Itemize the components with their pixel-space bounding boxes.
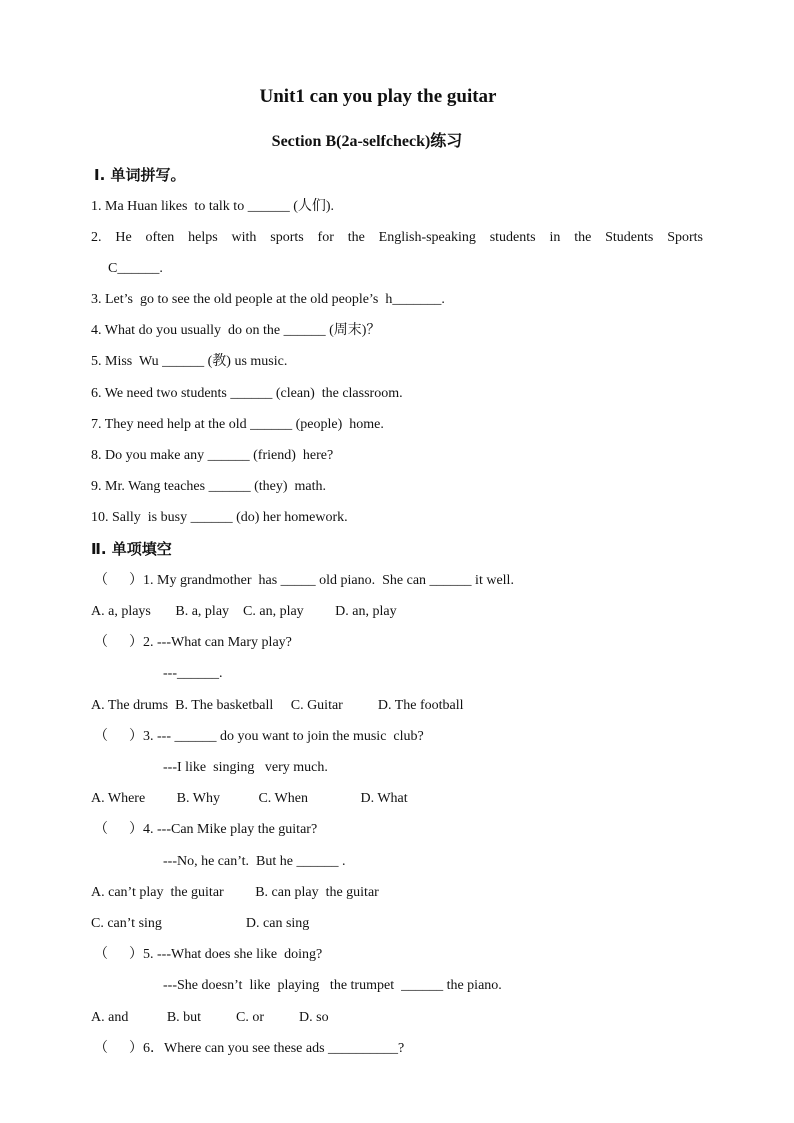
page-subtitle: Section B(2a-selfcheck)练习 (271, 133, 463, 150)
question-5: 5. Miss Wu ______ (教) us music. (91, 354, 288, 369)
mc-question-2: （ ）2. ---What can Mary play? (94, 635, 292, 650)
mc-question-3: （ ）3. --- ______ do you want to join the music club? (94, 729, 424, 744)
mc-options-5: A. and B. but C. or D. so (91, 1010, 329, 1025)
mc-answer-5: ---She doesn’t like playing the trumpet ______ the piano. (163, 978, 502, 993)
question-6: 6. We need two students ______ (clean) the classroom. (91, 386, 403, 401)
question-10: 10. Sally is busy ______ (do) her homework. (91, 510, 348, 525)
question-3: 3. Let’s go to see the old people at the old people’s h_______. (91, 292, 445, 307)
page-title: Unit1 can you play the guitar (259, 86, 497, 107)
mc-options-4a: A. can’t play the guitar B. can play the guitar (91, 885, 379, 900)
question-2: 2. He often helps with sports for the English-speaking students in the Students Sports (91, 230, 703, 245)
mc-question-4: （ ）4. ---Can Mike play the guitar? (94, 822, 318, 837)
mc-question-5: （ ）5. ---What does she like doing? (94, 947, 323, 962)
mc-options-3: A. Where B. Why C. When D. What (91, 791, 408, 806)
mc-options-1: A. a, plays B. a, play C. an, play D. an, play (91, 604, 397, 619)
section1-heading: Ⅰ. 单词拼写。 (94, 166, 186, 184)
mc-question-1: （ ）1. My grandmother has _____ old piano. She can ______ it well. (94, 573, 514, 588)
question-7: 7. They need help at the old ______ (people) home. (91, 417, 384, 432)
question-2-cont: C______. (108, 261, 163, 276)
mc-answer-3: ---I like singing very much. (163, 760, 328, 775)
mc-options-2: A. The drums B. The basketball C. Guitar D. The football (91, 698, 464, 713)
question-4: 4. What do you usually do on the ______ (周末)？ (91, 323, 381, 338)
question-9: 9. Mr. Wang teaches ______ (they) math. (91, 479, 327, 494)
mc-answer-2: ---______. (163, 666, 223, 681)
mc-options-4b: C. can’t sing D. can sing (91, 916, 310, 931)
mc-question-6: （ ）6．Where can you see these ads __________? (94, 1041, 405, 1056)
section2-heading: Ⅱ. 单项填空 (91, 540, 172, 558)
mc-answer-4: ---No, he can’t. But he ______ . (163, 854, 346, 869)
question-1: 1. Ma Huan likes to talk to ______ (人们). (91, 199, 335, 214)
question-8: 8. Do you make any ______ (friend) here? (91, 448, 334, 463)
